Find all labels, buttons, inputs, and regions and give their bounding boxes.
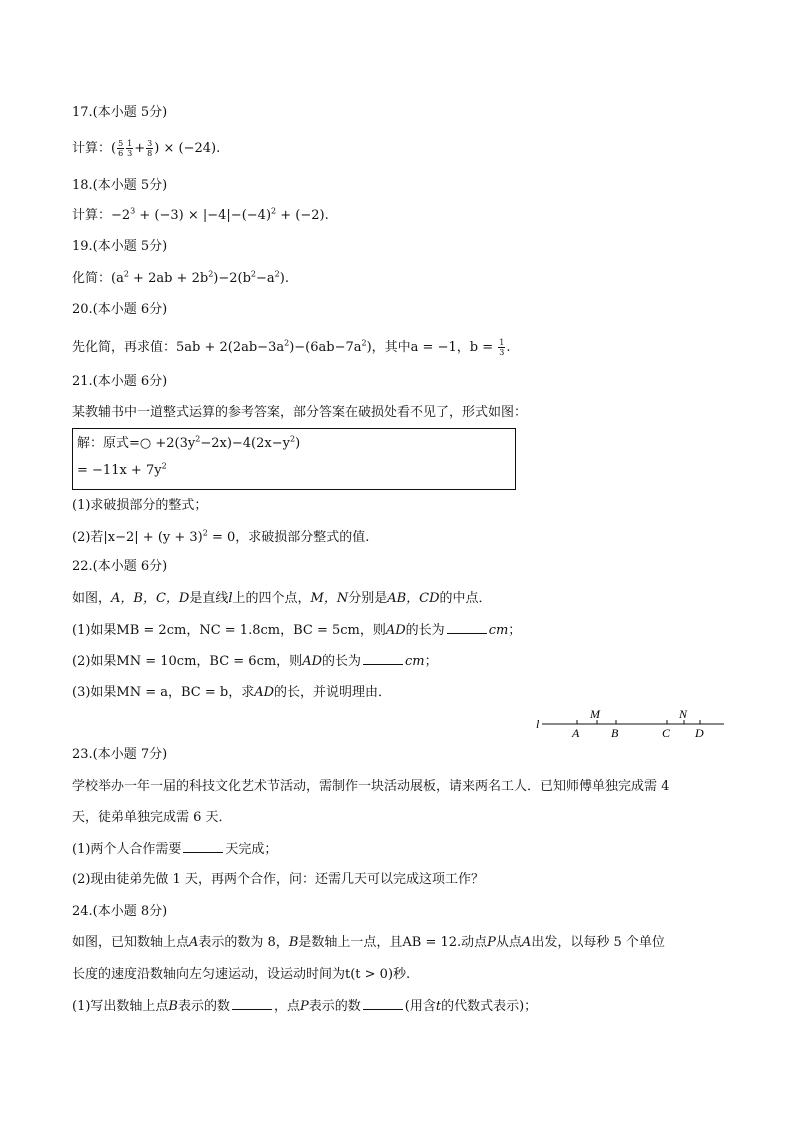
q21-sub2: (2)若$|x-2| + (y + 3)^2 = 0$，求破损部分整式的值.: [72, 528, 370, 545]
answer-blank[interactable]: [232, 997, 272, 1010]
q18-expression: 计算：$-2^3 + (-3) \times |-4|-(-4)^2 + (-2)$.: [72, 206, 329, 223]
q22-sub1: (1)如果MB = 2cm，NC = 1.8cm，BC = 5cm，则AD的长为 cm；: [72, 623, 522, 638]
q20-expression: 先化简，再求值：$5ab + 2(2ab-3a^2)-(6ab-7a^2)$，其中a = −1，b = $\frac{1}{3}$ .: [72, 338, 511, 357]
q20-header: 20.(本小题 6分): [72, 302, 168, 317]
q23-text-2: 天，徒弟单独完成需 6 天．: [72, 810, 232, 825]
q24-header: 24.(本小题 8分): [72, 904, 168, 919]
answer-blank[interactable]: [183, 840, 223, 853]
label-l: l: [536, 717, 540, 731]
label-c: C: [662, 726, 671, 740]
q18-header: 18.(本小题 5分): [72, 178, 168, 193]
q24-line-2: 长度的速度沿数轴向左匀速运动，设运动时间为t(t > 0)秒.: [72, 967, 411, 982]
line-figure: [530, 704, 730, 744]
q23-text-1: 学校举办一年一届的科技文化艺术节活动，需制作一块活动展板，请来两名工人．已知师傅单独完成需 4: [72, 779, 670, 794]
fraction: $\frac{1}{3}$: [499, 338, 505, 357]
q23-sub1: (1)两个人合作需要 天完成；: [72, 842, 278, 857]
q17-expression: 计算：( $\frac{5}{6}$ $\frac{1}{3}$ + $\frac{3}{8}$ ) × (−24).: [72, 139, 221, 158]
answer-blank[interactable]: [363, 652, 403, 665]
label-m: M: [590, 707, 600, 721]
q19-header: 19.(本小题 5分): [72, 239, 168, 254]
label-a: A: [572, 726, 580, 740]
q23-header: 23.(本小题 7分): [72, 747, 168, 762]
label-n: N: [679, 707, 688, 721]
q21-answer-box: [72, 428, 516, 490]
q21-header: 21.(本小题 6分): [72, 374, 168, 389]
q19-expression: 化简：$(a^2 + 2ab + 2b^2)-2(b^2-a^2)$.: [72, 269, 289, 286]
q17-header: 17.(本小题 5分): [72, 105, 168, 120]
answer-blank[interactable]: [447, 621, 487, 634]
answer-blank[interactable]: [363, 997, 403, 1010]
fraction: $\frac{3}{8}$: [147, 139, 153, 158]
q21-intro: 某教辅书中一道整式运算的参考答案，部分答案在破损处看不见了，形式如图：: [72, 405, 528, 420]
q21-sub1: (1)求破损部分的整式；: [72, 498, 208, 513]
q22-sub2: (2)如果MN = 10cm，BC = 6cm，则AD的长为 cm；: [72, 654, 438, 669]
label-d: D: [695, 726, 704, 740]
label-b: B: [611, 726, 619, 740]
q22-intro: 如图，A，B，C，D是直线l上的四个点，M，N分别是AB，CD的中点．: [72, 591, 492, 606]
q22-sub3: (3)如果MN = a，BC = b，求AD的长，并说明理由．: [72, 685, 392, 700]
q24-sub1: (1)写出数轴上点B表示的数 ，点P表示的数 (用含t的代数式表示)；: [72, 999, 538, 1014]
fraction: $\frac{5}{6}$: [118, 139, 124, 158]
q24-line-1: 如图，已知数轴上点A表示的数为 8，B是数轴上一点，且AB = 12.动点P从点A出发，以每秒 5 个单位: [72, 935, 665, 950]
q22-header: 22.(本小题 6分): [72, 559, 168, 574]
fraction: $\frac{1}{3}$: [127, 139, 133, 158]
q23-sub2: (2)现由徒弟先做 1 天，再两个合作，问：还需几天可以完成这项工作？: [72, 872, 484, 887]
q21-box-line-1: 解：原式=○ $+2(3y^2-2x)-4(2x-y^2)$: [77, 434, 301, 451]
q21-box-line-2: = $-11x + 7y^2$: [77, 461, 167, 478]
